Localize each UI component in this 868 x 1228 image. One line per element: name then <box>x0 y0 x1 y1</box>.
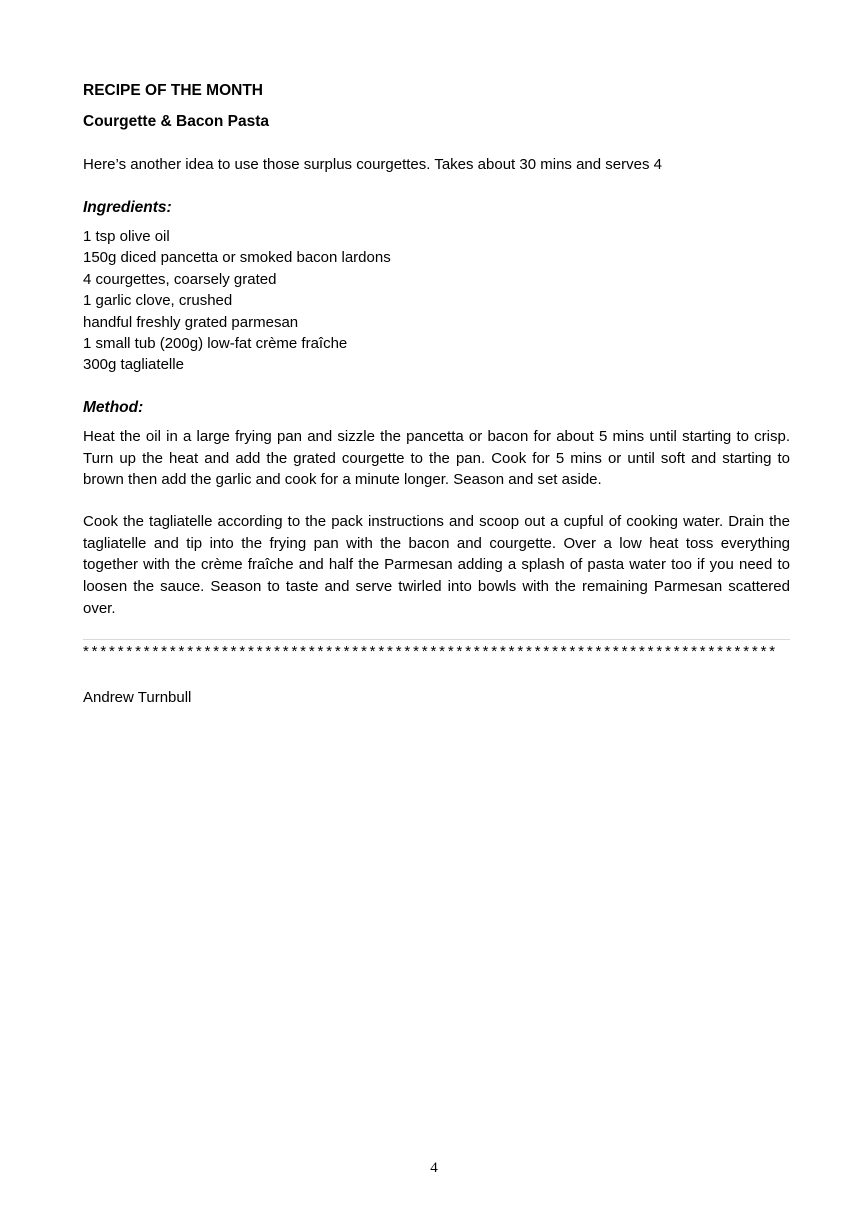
method-paragraph-2: Cook the tagliatelle according to the pack instructions and scoop out a cupful of cooking water. Drain the tagliatelle and tip into the frying pan with the bacon and courgette. Over a low heat toss everything together with the crème fraîche and half the Parmesan adding a splash of pasta water too if you need to loosen the sauce. Season to taste and serve twirled into bowls with the remaining Parmesan scattered over. <box>83 512 790 617</box>
ingredient-item: 4 courgettes, coarsely grated <box>83 270 277 288</box>
ingredient-item: 150g diced pancetta or smoked bacon lardons <box>83 249 391 267</box>
ingredient-item: handful freshly grated parmesan <box>83 313 299 331</box>
ingredient-item: 300g tagliatelle <box>83 356 184 374</box>
ingredient-item: 1 small tub (200g) low-fat crème fraîche <box>83 335 348 353</box>
page-number: 4 <box>430 1160 438 1176</box>
method-heading: Method: <box>83 398 144 416</box>
author-name: Andrew Turnbull <box>83 689 192 707</box>
ingredients-heading: Ingredients: <box>83 199 172 216</box>
ingredient-item: 1 garlic clove, crushed <box>83 292 233 310</box>
intro-text: Here’s another idea to use those surplus courgettes. Takes about 30 mins and serves 4 <box>83 156 662 173</box>
page-title: RECIPE OF THE MONTH <box>83 82 263 99</box>
recipe-name: Courgette & Bacon Pasta <box>83 113 270 130</box>
ingredients-list <box>83 226 790 376</box>
asterisk-divider: ******************************************************************************** <box>83 639 790 663</box>
recipe-content <box>83 80 790 709</box>
method-paragraph-1: Heat the oil in a large frying pan and sizzle the pancetta or bacon for about 5 mins until starting to crisp. Turn up the heat and add the grated courgette to the pan. Cook for 5 mins or until soft and starting to brown then add the garlic and cook for a minute longer. Season and set aside. <box>83 427 790 489</box>
page-footer <box>0 1157 868 1179</box>
ingredient-item: 1 tsp olive oil <box>83 228 170 245</box>
